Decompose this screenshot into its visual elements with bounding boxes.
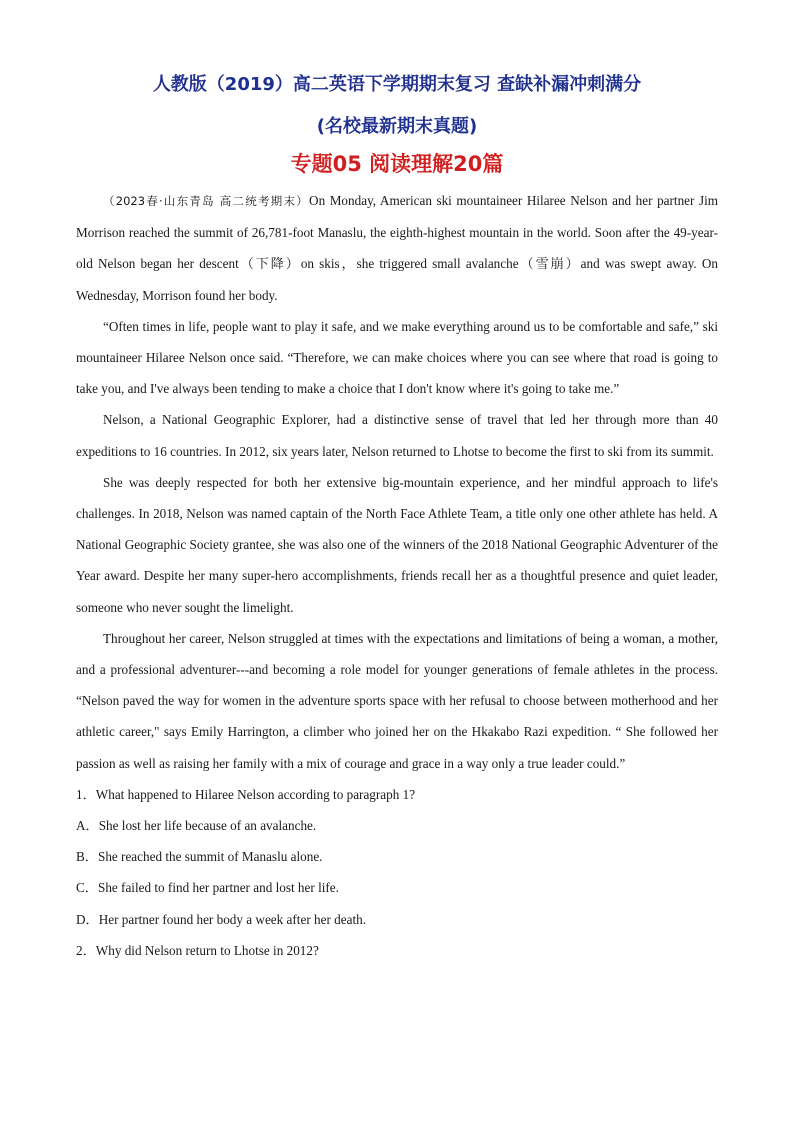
paragraph-text: On Monday, American ski mountaineer Hilaree Nelson and her partner Jim Morrison reached the summit of 26,781-foot Manaslu, the eighth-highest mountain in the world. Soon after the 49-year-old Nelson began her descent（下降）on skis，she triggered small avalanche（雪崩）and was swept away. On Wednesday, Morrison found her body. — [76, 193, 719, 303]
passage — [76, 185, 718, 966]
paragraph-1 — [76, 185, 718, 311]
question-1-option-a: A．She lost her life because of an avalanche. — [76, 818, 317, 834]
topic-heading: 专题05 阅读理解20篇 — [290, 152, 504, 176]
paragraph-3: Nelson, a National Geographic Explorer, had a distinctive sense of travel that led her through more than 40 expeditions to 16 countries. In 2012, six years later, Nelson returned to Lhotse to become the first to ski from its summit. — [76, 412, 718, 459]
source-note: （2023春·山东青岛 高二统考期末） — [103, 194, 310, 208]
document-subtitle: (名校最新期末真题) — [316, 116, 478, 137]
question-1-option-c: C．She failed to find her partner and lost her life. — [76, 880, 339, 896]
paragraph-5: Throughout her career, Nelson struggled at times with the expectations and limitations of being a woman, a mother, and a professional adventurer---and becoming a role model for younger generations of female athletes in the process. “Nelson paved the way for women in the adventure sports space with her refusal to choose between motherhood and her athletic career," says Emily Harrington, a climber who joined her on the Hkakabo Razi expedition. “ She followed her passion as well as raising her family with a mix of courage and grace in a way only a true leader could.” — [76, 630, 718, 771]
question-1-option-b: B．She reached the summit of Manaslu alone. — [76, 849, 323, 865]
paragraph-4: She was deeply respected for both her extensive big-mountain experience, and her mindful approach to life's challenges. In 2018, Nelson was named captain of the North Face Athlete Team, a title only one other athlete has held. A National Geographic Society grantee, she was also one of the winners of the 2018 National Geographic Adventurer of the Year award. Despite her many super-hero accomplishments, friends recall her as a thoughtful presence and quiet leader, someone who never sought the limelight. — [76, 474, 718, 615]
document-title: 人教版（2019）高二英语下学期期末复习 查缺补漏冲刺满分 — [152, 74, 642, 95]
paragraph-2: “Often times in life, people want to play it safe, and we make everything around us to be comfortable and safe,” ski mountaineer Hilaree Nelson once said. “Therefore, we can make choices where you can see where that road is going to take you, and I've always been tending to make a choice that I don't know where it's going to take me.” — [76, 318, 718, 397]
question-1-option-d: D．Her partner found her body a week after her death. — [76, 911, 366, 927]
question-1-stem: 1．What happened to Hilaree Nelson according to paragraph 1? — [76, 786, 416, 802]
question-2-stem: 2．Why did Nelson return to Lhotse in 2012? — [76, 942, 319, 958]
